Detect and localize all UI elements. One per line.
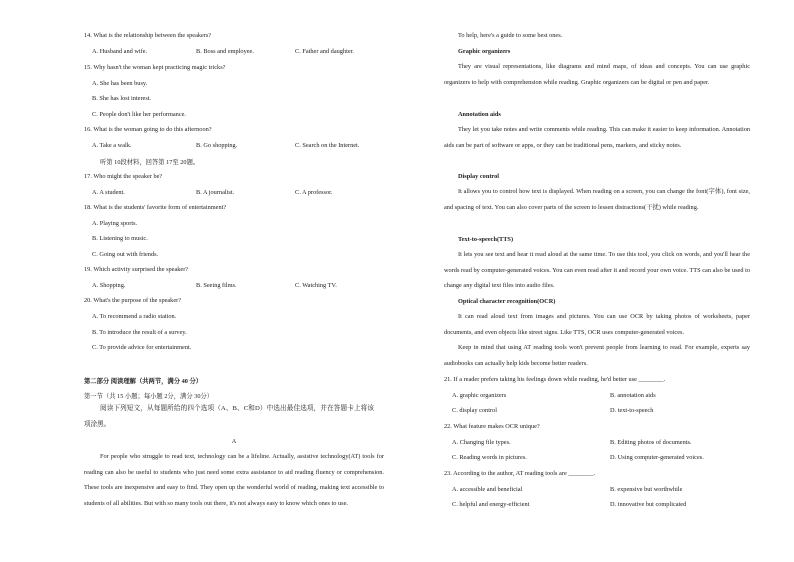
q20-option-b: B. To introduce the result of a survey. xyxy=(92,329,187,336)
q22-option-c: C. Reading words in pictures. xyxy=(452,454,527,461)
q19-option-b: B. Seeing films. xyxy=(196,282,237,289)
paragraph-conclusion: Keep in mind that using AT reading tools won't prevent people from learning to read. For example, experts say audiobooks can actually help kids become better readers. xyxy=(444,344,750,367)
q15-option-b: B. She has lost interest. xyxy=(92,95,152,102)
listening-note: 听第 10段材料，回答第 17至 20题。 xyxy=(100,159,200,166)
paragraph-annotation-aids: They let you take notes and write comments while reading. This can make it easier to keep information. Annotation aids can be part of software or apps, or they can be traditional pens, markers, and sticky notes. xyxy=(444,126,750,149)
q23-option-d: D. innovative but complicated xyxy=(610,501,687,508)
heading-ocr: Optical character recognition(OCR) xyxy=(458,298,556,305)
q20-option-a: A. To recommend a radio station. xyxy=(92,313,177,320)
q17-option-b: B. A journalist. xyxy=(196,189,235,196)
q16-option-a: A. Take a walk. xyxy=(92,142,132,149)
q23-option-a: A. accessible and beneficial xyxy=(452,486,523,493)
q17-option-a: A. A student. xyxy=(92,189,125,196)
passage-label: A xyxy=(231,438,237,445)
q20-stem: 20. What's the purpose of the speaker? xyxy=(84,297,182,304)
q23-option-b: B. expensive but worthwhile xyxy=(610,486,683,493)
q19-option-a: A. Shopping. xyxy=(92,282,126,289)
guide-intro: To help, here's a guide to some best ones. xyxy=(458,32,563,39)
heading-tts: Text-to-speech(TTS) xyxy=(458,236,514,243)
q14-option-c: C. Father and daughter. xyxy=(295,48,354,55)
q22-option-a: A. Changing file types. xyxy=(452,439,511,446)
q18-option-a: A. Playing sports. xyxy=(92,220,138,227)
q21-stem: 21. If a reader prefers taking his feelings down while reading, he'd better use ________. xyxy=(444,376,666,383)
heading-annotation-aids: Annotation aids xyxy=(458,111,501,118)
q16-option-b: B. Go shopping. xyxy=(196,142,238,149)
q16-stem: 16. What is the woman going to do this afternoon? xyxy=(84,126,212,133)
q15-option-a: A. She has been busy. xyxy=(92,80,148,87)
q16-option-c: C. Search on the Internet. xyxy=(295,142,360,149)
q21-option-a: A. graphic organizers xyxy=(452,392,507,399)
heading-graphic-organizers: Graphic organizers xyxy=(458,48,511,55)
q23-stem: 23. According to the author, AT reading tools are ________. xyxy=(444,470,596,477)
q23-option-c: C. helpful and energy-efficient xyxy=(452,501,530,508)
q22-option-b: B. Editing photos of documents. xyxy=(610,439,692,446)
section1-title: 第一节（共 15 小题；每小题 2分，满分 30分） xyxy=(84,393,214,400)
q19-option-c: C. Watching TV. xyxy=(295,282,337,289)
q19-stem: 19. Which activity surprised the speaker? xyxy=(84,266,189,273)
q21-option-b: B. annotation aids xyxy=(610,392,656,399)
passage-a-paragraph: For people who struggle to read text, technology can be a lifeline. Actually, assistive technology(AT) tools for reading can also be useful to students who just need some extra assistance to aid reading fluency or comprehension. These tools are inexpensive and easy to find. They open up the wonderful world of reading, making text accessible to students of all abilities. But with so many tools out there, it's not always easy to know which ones to use. xyxy=(84,453,384,507)
q18-option-c: C. Going out with friends. xyxy=(92,251,159,258)
q21-option-d: D. text-to-speech xyxy=(610,407,654,414)
q21-option-c: C. display control xyxy=(452,407,497,414)
q17-stem: 17. Who might the speaker be? xyxy=(84,173,163,180)
q18-stem: 18. What is the students' favorite form of entertainment? xyxy=(84,204,227,211)
paragraph-ocr: It can read aloud text from images and pictures. You can use OCR by taking photos of worksheets, paper documents, and even objects like street signs. Like TTS, OCR uses computer-generated voices. xyxy=(444,313,750,336)
q22-stem: 22. What feature makes OCR unique? xyxy=(444,423,540,430)
paragraph-graphic-organizers: They are visual representations, like diagrams and mind maps, of ideas and concepts. You can use graphic organizers to help with comprehension while reading. Graphic organizers can be digital or pen and paper. xyxy=(444,63,750,86)
paragraph-tts: It lets you see text and hear it read aloud at the same time. To use this tool, you click on words, and you'll hear the words read by computer-generated voices. You can even read after it and record your own voice. TTS can also be used to change any digital text files into audio files. xyxy=(444,251,750,290)
q15-stem: 15. Why hasn't the woman kept practicing magic tricks? xyxy=(84,64,226,71)
q14-stem: 14. What is the relationship between the speakers? xyxy=(84,32,212,39)
q20-option-c: C. To provide advice for entertainment. xyxy=(92,344,192,351)
heading-display-control: Display control xyxy=(458,173,499,180)
q17-option-c: C. A professor. xyxy=(295,189,333,196)
paragraph-display-control: It allows you to control how text is displayed. When reading on a screen, you can change the font(字体), font size, and spacing of text. You can also cover parts of the screen to lessen distractions(干扰) while reading. xyxy=(444,188,750,211)
q14-option-b: B. Boss and employee. xyxy=(196,48,254,55)
q22-option-d: D. Using computer-generated voices. xyxy=(610,454,704,461)
q18-option-b: B. Listening to music. xyxy=(92,235,148,242)
part2-title: 第二部分 阅读理解（共两节，满分 40 分） xyxy=(84,378,203,385)
reading-instruction: 阅读下列短文，从每题所给的四个选项（A、B、C和D）中选出最佳选项，并在答题卡上将该项涂黑。 xyxy=(84,405,374,428)
q15-option-c: C. People don't like her performance. xyxy=(92,111,186,118)
q14-option-a: A. Husband and wife. xyxy=(92,48,148,55)
